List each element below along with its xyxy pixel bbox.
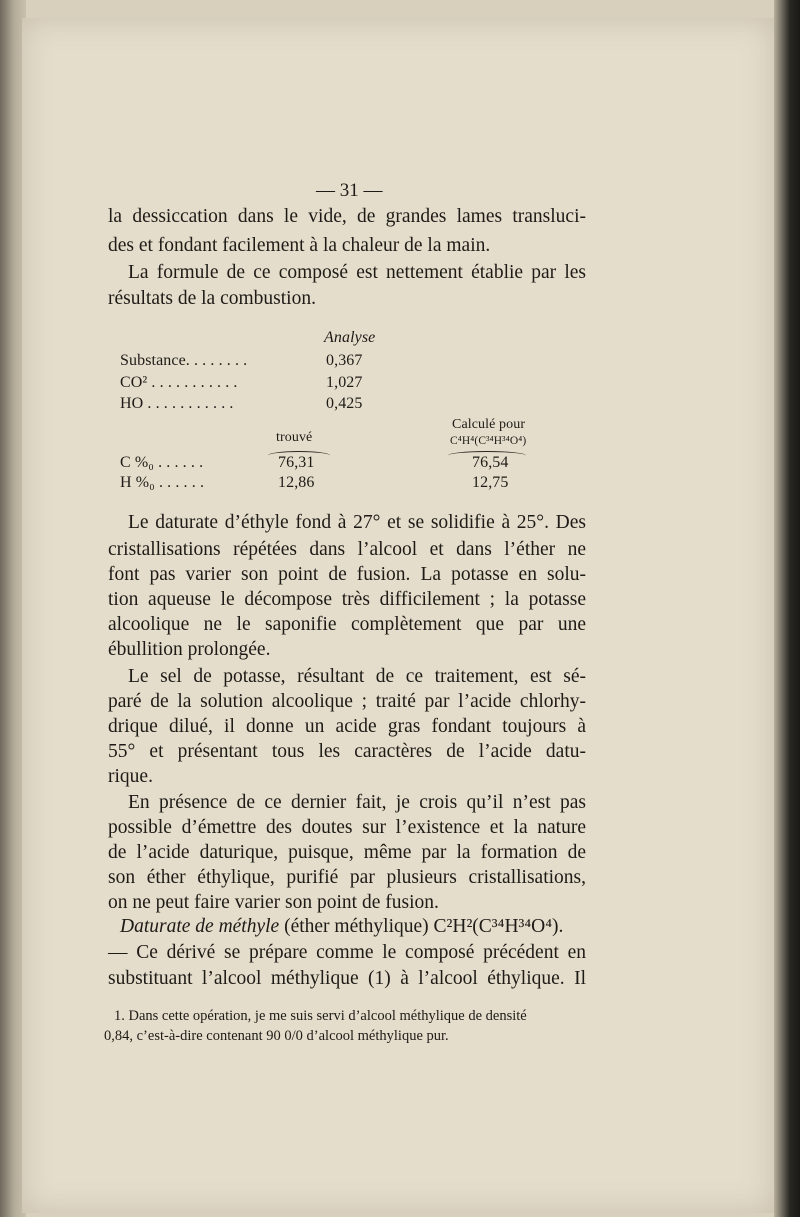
calc-header: Calculé pour	[452, 417, 526, 432]
result-label: C %₀ . . . . . .	[120, 454, 204, 471]
text-line: — Ce dérivé se prépare comme le composé précédent en	[108, 942, 586, 963]
analysis-heading: Analyse	[324, 329, 376, 346]
footnote-line: 0,84, c’est-à-dire contenant 90 0/0 d’alcool méthylique pur.	[104, 1028, 449, 1044]
text-line: La formule de ce composé est nettement établie par les	[128, 262, 586, 283]
text-line: Le daturate d’éthyle fond à 27° et se solidifie à 25°. Des	[128, 512, 586, 533]
analysis-value: 0,367	[326, 352, 363, 369]
analysis-label: CO² . . . . . . . . . . .	[120, 374, 238, 391]
analysis-label: HO . . . . . . . . . . .	[120, 395, 234, 412]
text-line: En présence de ce dernier fait, je crois qu’il n’est pas	[128, 792, 586, 813]
text-line: rique.	[108, 766, 153, 787]
text-line: Le sel de potasse, résultant de ce traitement, est sé-	[128, 666, 586, 687]
text-line: résultats de la combustion.	[108, 288, 316, 309]
page-number: — 31 —	[316, 180, 383, 201]
text-line: possible d’émettre des doutes sur l’existence et la nature	[108, 817, 586, 838]
text-line: tion aqueuse le décompose très difficilement ; la potasse	[108, 589, 586, 610]
text-line: ébullition prolongée.	[108, 639, 271, 660]
text-line: la dessiccation dans le vide, de grandes lames transluci-	[108, 206, 586, 227]
result-label: H %₀ . . . . . .	[120, 474, 205, 491]
text-line: de l’acide daturique, puisque, même par la formation de	[108, 842, 586, 863]
text-line: drique dilué, il donne un acide gras fondant toujours à	[108, 716, 586, 737]
book-edge	[774, 0, 800, 1217]
calc-formula: C⁴H⁴(C³⁴H³⁴O⁴)	[450, 435, 527, 447]
text-line: des et fondant facilement à la chaleur de la main.	[108, 235, 491, 256]
footnote-line: 1. Dans cette opération, je me suis servi d’alcool méthylique de densité	[114, 1008, 527, 1024]
text-line: cristallisations répétées dans l’alcool et dans l’éther ne	[108, 539, 586, 560]
text-line: substituant l’alcool méthylique (1) à l’alcool éthylique. Il	[108, 968, 586, 989]
found-header: trouvé	[276, 430, 313, 445]
result-calc: 12,75	[472, 474, 509, 491]
result-calc: 76,54	[472, 454, 509, 471]
methyl-formula: (éther méthylique) C²H²(C³⁴H³⁴O⁴).	[284, 916, 564, 937]
text-line: 55° et présentant tous les caractères de l’acide datu-	[108, 741, 586, 762]
text-line: font pas varier son point de fusion. La potasse en solu-	[108, 564, 586, 585]
analysis-label: Substance. . . . . . . .	[120, 352, 248, 369]
text-line: alcoolique ne le saponifie complètement que par une	[108, 614, 586, 635]
analysis-value: 1,027	[326, 374, 363, 391]
result-found: 76,31	[278, 454, 315, 471]
text-line: son éther éthylique, purifié par plusieurs cristallisations,	[108, 867, 586, 888]
analysis-value: 0,425	[326, 395, 363, 412]
result-found: 12,86	[278, 474, 315, 491]
text-line: on ne peut faire varier son point de fusion.	[108, 892, 439, 913]
methyl-title: Daturate de méthyle	[120, 916, 280, 937]
text-line	[120, 916, 586, 938]
text-line: paré de la solution alcoolique ; traité par l’acide chlorhy-	[108, 691, 586, 712]
